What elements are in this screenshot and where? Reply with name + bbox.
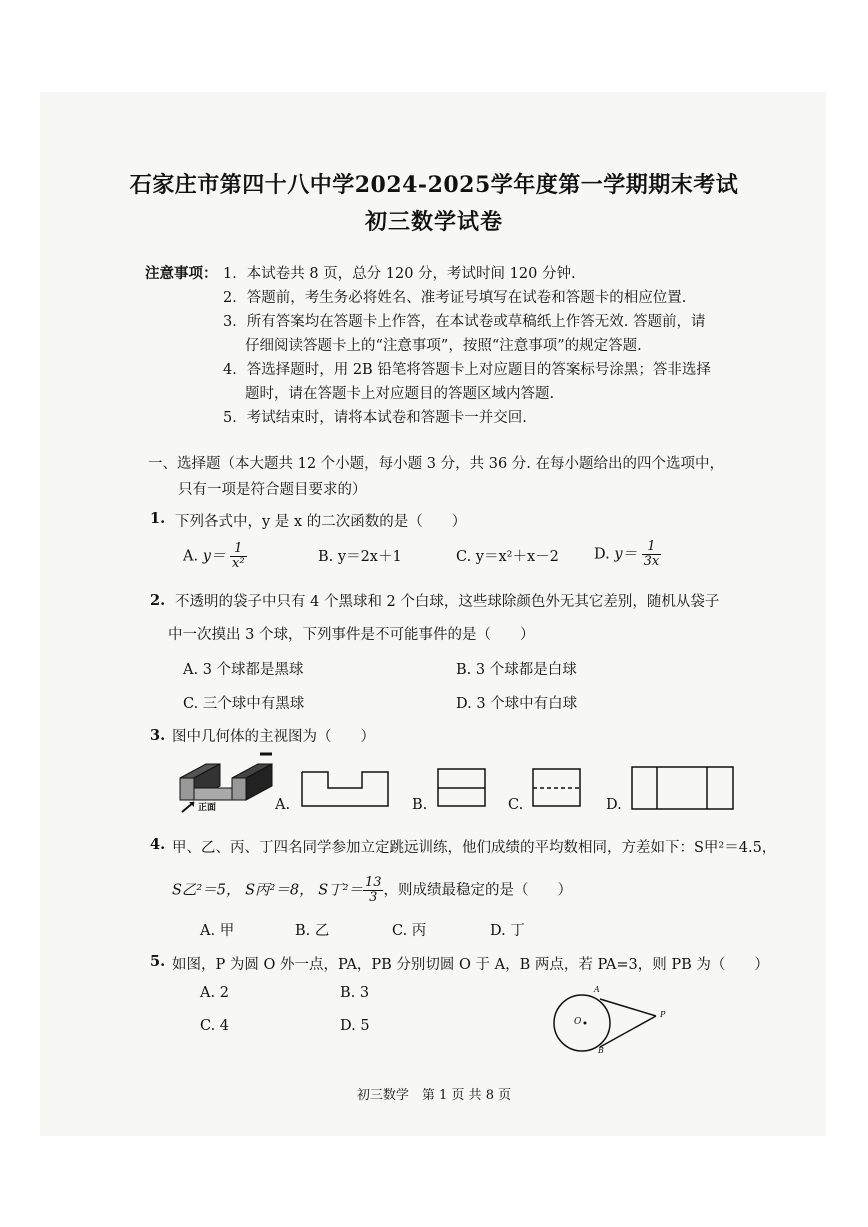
q5-number: 5. (150, 953, 166, 970)
q1-d-numerator: 1 (642, 540, 662, 555)
note-item-5: 5．考试结束时，请将本试卷和答题卡一并交回. (223, 410, 527, 426)
q4-numerator: 13 (364, 875, 382, 890)
section-heading: 一、选择题（本大题共 12 个小题，每小题 3 分，共 36 分. 在每小题给出的四个选项中， (148, 456, 724, 472)
q4-option-c: C. 丙 (392, 923, 427, 939)
q2-stem-cont: 中一次摸出 3 个球，下列事件是不可能事件的是（ ） (168, 627, 535, 643)
q3-option-d-figure (631, 766, 735, 810)
q2-option-a: A. 3 个球都是黑球 (183, 662, 304, 678)
note-item-2: 2．答题前，考生务必将姓名、准考证号填写在试卷和答题卡的相应位置. (223, 290, 687, 306)
note-item-4: 4．答选择题时，用 2B 铅笔将答题卡上对应题目的答案标号涂黑；答非选择 (223, 362, 711, 378)
exam-subtitle: 初三数学试卷 (364, 209, 503, 235)
q2-option-c: C. 三个球中有黑球 (183, 696, 305, 712)
front-view-label: 正面 (198, 803, 217, 813)
geometry-solid-figure (176, 752, 271, 814)
q5-option-b: B. 3 (340, 985, 370, 1001)
q1-option-d (594, 540, 661, 569)
note-item-3-cont: 仔细阅读答题卡上的“注意事项”，按照“注意事项”的规定答题. (245, 338, 642, 354)
q3-option-a: A. (275, 797, 291, 813)
q5-stem: 如图，P 为圆 O 外一点，PA，PB 分别切圆 O 于 A，B 两点，若 PA=3，则 PB 为（ ） (172, 957, 769, 973)
note-item-3: 3．所有答案均在答题卡上作答，在本试卷或草稿纸上作答无效. 答题前，请 (223, 314, 706, 330)
notes-label: 注意事项： (145, 265, 218, 282)
q3-stem: 图中几何体的主视图为（ ） (172, 729, 375, 745)
q1-option-a-fraction (230, 542, 247, 571)
q3-number: 3. (150, 727, 166, 744)
q1-stem: 下列各式中，y 是 x 的二次函数的是（ ） (175, 514, 467, 530)
q4-option-d: D. 丁 (490, 923, 525, 939)
point-p-label: P (660, 1010, 666, 1019)
q4-variances (172, 876, 572, 905)
point-o-label: O (574, 1017, 582, 1027)
tangent-circle-figure (552, 984, 672, 1060)
q1-a-numerator: 1 (230, 542, 247, 557)
q2-option-d: D. 3 个球中有白球 (456, 696, 578, 712)
q3-option-b-figure (437, 768, 487, 808)
q4-option-b: B. 乙 (295, 923, 330, 939)
q2-option-b: B. 3 个球都是白球 (456, 662, 577, 678)
q1-option-d-fraction (642, 540, 662, 569)
q4-variance-yi: S乙²＝5， (172, 882, 241, 899)
q1-option-a-label: A. (183, 548, 199, 565)
q3-option-c-figure (532, 768, 582, 808)
q4-variance-ding: S丁²＝ (318, 882, 363, 899)
q4-stem: 甲、乙、丙、丁四名同学参加立定跳远训练，他们成绩的平均数相同，方差如下：S甲²＝4.5， (172, 840, 777, 856)
q4-variance-bing: S丙²＝8， (245, 882, 314, 899)
q1-d-denominator: 3x (643, 554, 660, 569)
q4-option-a: A. 甲 (200, 923, 235, 939)
note-item-4-cont: 题时，请在答题卡上对应题目的答题区域内答题. (245, 386, 555, 402)
q3-option-c: C. (508, 797, 524, 813)
q5-option-d: D. 5 (340, 1018, 370, 1034)
point-a-label: A (594, 985, 600, 994)
q4-variance-ding-fraction (363, 876, 384, 905)
q4-stem-end: ，则成绩最稳定的是（ ） (383, 882, 572, 899)
q1-option-a-expr: y＝ (202, 548, 226, 565)
q2-stem: 不透明的袋子中只有 4 个黑球和 2 个白球，这些球除颜色外无其它差别，随机从袋子 (175, 594, 720, 610)
point-b-label: B (598, 1046, 604, 1055)
q1-option-b: B. y＝2x＋1 (318, 549, 402, 565)
q5-option-c: C. 4 (200, 1018, 230, 1034)
q3-option-d: D. (606, 797, 622, 813)
q3-option-b: B. (412, 797, 428, 813)
q1-option-c: C. y＝x²＋x－2 (456, 549, 559, 565)
q1-option-d-expr: y＝ (614, 546, 638, 563)
note-item-1: 1．本试卷共 8 页，总分 120 分，考试时间 120 分钟. (223, 266, 576, 282)
paper-sheet (40, 92, 826, 1136)
q5-option-a: A. 2 (200, 985, 229, 1001)
exam-title: 石家庄市第四十八中学2024-2025学年度第一学期期末考试 (129, 172, 739, 198)
q1-a-denominator: x² (232, 556, 245, 571)
q1-option-d-label: D. (594, 546, 610, 563)
q4-number: 4. (150, 836, 166, 853)
q1-number: 1. (150, 510, 166, 527)
section-heading-cont: 只有一项是符合题目要求的） (178, 482, 367, 498)
q2-number: 2. (150, 592, 166, 609)
q3-option-a-figure (300, 770, 390, 808)
q1-option-a (183, 542, 247, 571)
page-footer: 初三数学 第 1 页 共 8 页 (356, 1088, 512, 1103)
q4-denominator: 3 (369, 890, 378, 905)
